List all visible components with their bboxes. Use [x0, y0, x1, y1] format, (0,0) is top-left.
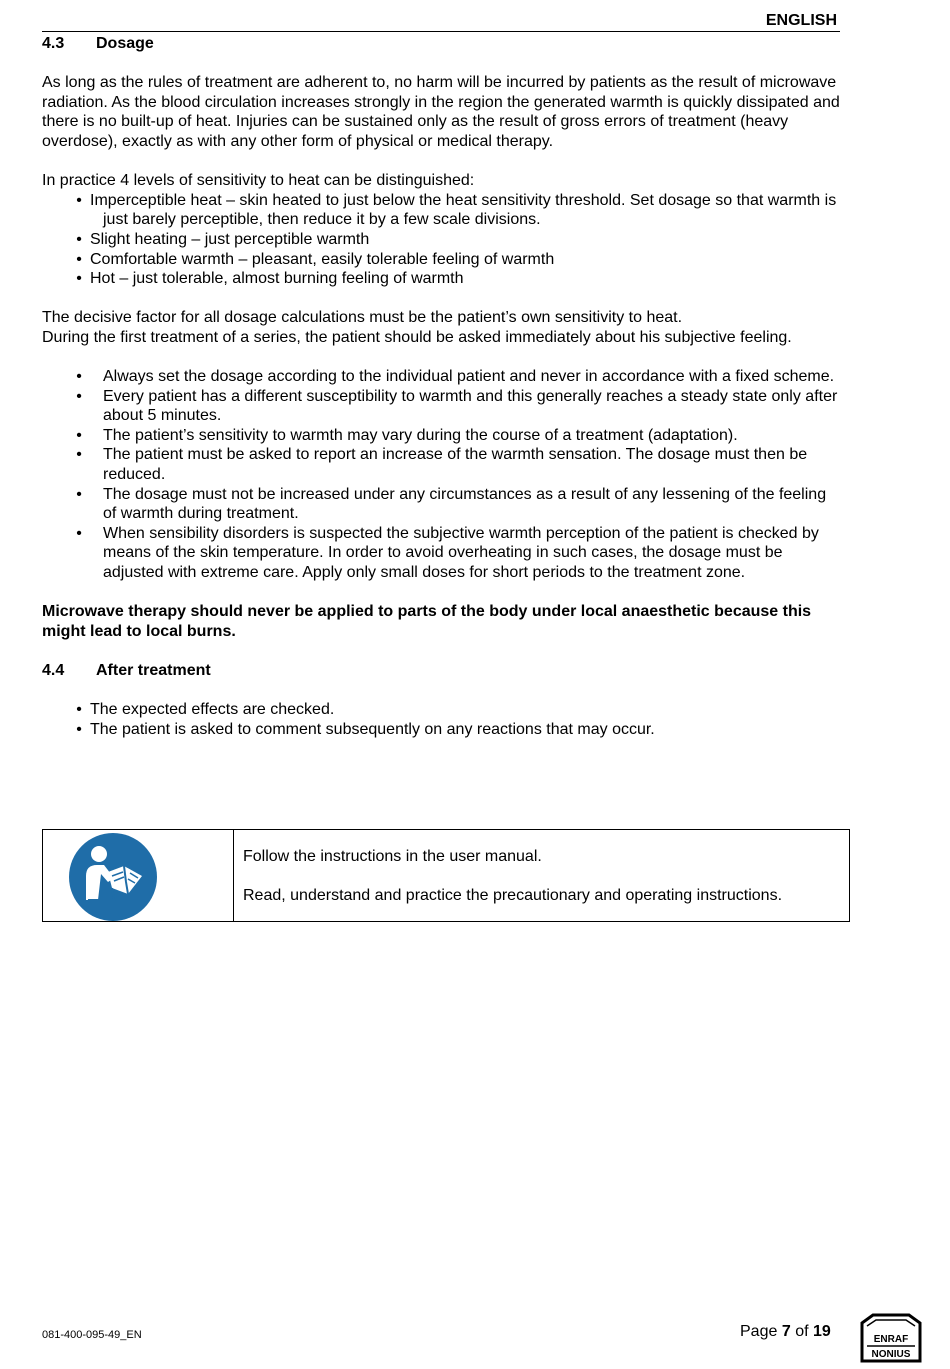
- anaesthetic-warning: Microwave therapy should never be applied to parts of the body under local anaesthetic because this might lead to local burns.: [42, 603, 812, 640]
- list-item: • Imperceptible heat – skin heated to just below the heat sensitivity threshold. Set dosage so that warmth is just barely perceptible, then reduce it by a few scale divisions.: [76, 191, 837, 229]
- list-item: • The patient is asked to comment subsequently on any reactions that may occur.: [76, 720, 655, 738]
- logo-text-bottom: NONIUS: [871, 1349, 911, 1360]
- levels-intro: In practice 4 levels of sensitivity to heat can be distinguished:: [42, 172, 475, 190]
- section-title: After treatment: [96, 662, 211, 679]
- dosage-rules-list: [42, 367, 842, 583]
- list-item: • Every patient has a different susceptibility to warmth and this generally reaches a steady state only after about 5 minutes.: [76, 387, 838, 425]
- manual-notice-box: [42, 829, 850, 922]
- list-item: • The patient’s sensitivity to warmth may vary during the course of a treatment (adaptation).: [76, 426, 738, 444]
- page-content: [42, 34, 842, 739]
- list-item: • Comfortable warmth – pleasant, easily tolerable feeling of warmth: [76, 250, 555, 268]
- section-number: 4.3: [42, 35, 65, 52]
- header-rule: [42, 31, 840, 32]
- sensitivity-levels-list: [42, 191, 842, 289]
- section-title: Dosage: [96, 35, 154, 52]
- notice-text-cell: [234, 830, 782, 921]
- logo-text-top: ENRAF: [873, 1334, 909, 1345]
- list-item: • When sensibility disorders is suspected the subjective warmth perception of the patient is checked by means of the skin temperature. In order to avoid overheating in such cases, the dosage must be adjusted with extreme care. Apply only small doses for short periods to the treatment zone.: [76, 524, 819, 582]
- section-heading-after-treatment: [42, 661, 842, 681]
- first-treatment-text: During the first treatment of a series, the patient should be asked immediately about his subjective feeling.: [42, 328, 792, 346]
- dosage-intro-paragraph: As long as the rules of treatment are adherent to, no harm will be incurred by patients as the result of microwave radiation. As the blood circulation increases strongly in the region the generated warmth is quickly dissipated and there is no built-up of heat. Injuries can be sustained only as the result of gross errors of treatment (heavy overdose), exactly as with any other form of physical or medical therapy.: [42, 74, 840, 150]
- section-number: 4.4: [42, 662, 65, 679]
- list-item: • The patient must be asked to report an increase of the warmth sensation. The dosage must then be reduced.: [76, 446, 808, 484]
- list-item: • The dosage must not be increased under any circumstances as a result of any lessening of the feeling of warmth during treatment.: [76, 485, 827, 523]
- page-indicator: Page 7 of 19: [740, 1323, 831, 1340]
- list-item: • Hot – just tolerable, almost burning feeling of warmth: [76, 270, 464, 288]
- list-item: • The expected effects are checked.: [76, 701, 335, 719]
- list-item: • Slight heating – just perceptible warmth: [76, 230, 370, 248]
- header-language: ENGLISH: [765, 12, 837, 29]
- notice-line-2: Read, understand and practice the precautionary and operating instructions.: [243, 887, 783, 905]
- enraf-nonius-logo: [859, 1313, 923, 1363]
- document-number: 081-400-095-49_EN: [42, 1329, 142, 1341]
- after-treatment-list: [42, 700, 842, 739]
- read-manual-icon: [68, 832, 158, 922]
- list-item: • Always set the dosage according to the individual patient and never in accordance with a fixed scheme.: [76, 368, 835, 386]
- section-heading-dosage: [42, 34, 842, 54]
- notice-line-1: Follow the instructions in the user manual.: [243, 848, 542, 865]
- notice-icon-cell: [43, 830, 234, 921]
- decisive-factor-text: The decisive factor for all dosage calculations must be the patient’s own sensitivity to heat.: [42, 309, 683, 327]
